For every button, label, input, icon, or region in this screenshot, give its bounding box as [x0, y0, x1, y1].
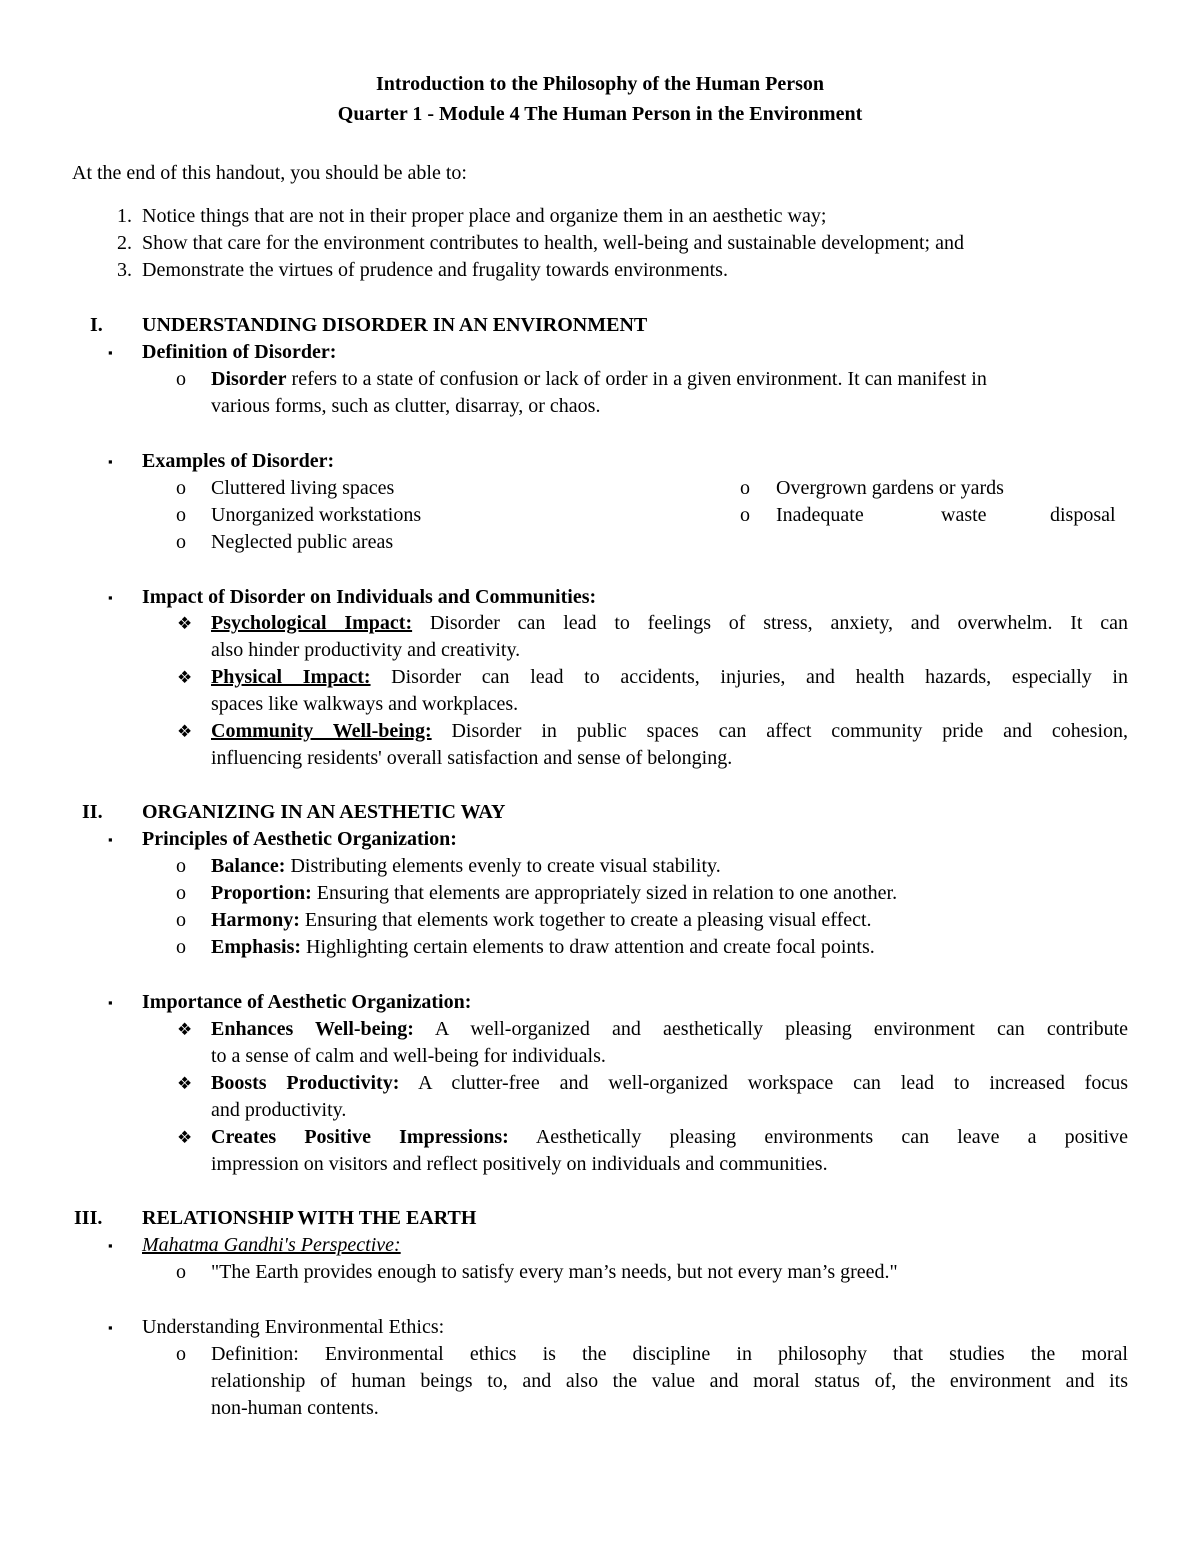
- square-bullet-icon: ▪: [108, 454, 113, 469]
- example-item-word: disposal: [1050, 504, 1116, 526]
- square-bullet-icon: ▪: [108, 832, 113, 847]
- impact-text-cont: also hinder productivity and creativity.: [211, 639, 521, 661]
- impact-body: Disorder in public spaces can affect community pride and cohesion,: [431, 720, 1128, 742]
- definition-body: refers to a state of confusion or lack of order in a given environment. It can manifest in: [286, 368, 987, 390]
- impact-body: Disorder can lead to feelings of stress, anxiety, and overwhelm. It can: [412, 612, 1129, 634]
- definition-text: [211, 366, 987, 393]
- diamond-bullet-icon: ❖: [177, 614, 193, 633]
- section-number: III.: [74, 1207, 103, 1229]
- impact-term: Community Well-being:: [211, 720, 432, 742]
- impact-text: [211, 664, 1128, 691]
- principle-term: Balance:: [211, 855, 286, 877]
- subheading-gandhi: Mahatma Gandhi's Perspective:: [142, 1234, 401, 1256]
- ethics-definition-cont: relationship of human beings to, and also the value and moral status of, the environment and its: [211, 1370, 1128, 1392]
- principle-item: [211, 853, 721, 880]
- square-bullet-icon: ▪: [108, 590, 113, 605]
- impact-text-cont: spaces like walkways and workplaces.: [211, 693, 519, 715]
- diamond-bullet-icon: ❖: [177, 1020, 193, 1039]
- document-title: Introduction to the Philosophy of the Human Person: [375, 73, 824, 95]
- circle-bullet-icon: o: [740, 477, 750, 499]
- circle-bullet-icon: o: [176, 531, 186, 553]
- importance-text: [211, 1070, 1128, 1097]
- square-bullet-icon: ▪: [108, 995, 113, 1010]
- subheading: Examples of Disorder:: [142, 450, 335, 472]
- example-item-word: waste: [941, 504, 987, 526]
- square-bullet-icon: ▪: [108, 1320, 113, 1335]
- section-number: II.: [82, 801, 103, 823]
- impact-body: Disorder can lead to accidents, injuries, and health hazards, especially in: [370, 666, 1128, 688]
- section-heading: ORGANIZING IN AN AESTHETIC WAY: [142, 801, 506, 823]
- principle-item: [211, 880, 897, 907]
- subheading: Principles of Aesthetic Organization:: [142, 828, 457, 850]
- principle-body: Ensuring that elements are appropriately sized in relation to one another.: [311, 882, 898, 904]
- circle-bullet-icon: o: [176, 504, 186, 526]
- ethics-definition: Definition: Environmental ethics is the discipline in philosophy that studies the moral: [211, 1343, 1128, 1365]
- principle-body: Distributing elements evenly to create visual stability.: [285, 855, 721, 877]
- importance-body: A well-organized and aesthetically pleasing environment can contribute: [413, 1018, 1128, 1040]
- objective-number: 2.: [117, 232, 132, 254]
- importance-body: Aesthetically pleasing environments can leave a positive: [508, 1126, 1128, 1148]
- principle-body: Highlighting certain elements to draw attention and create focal points.: [301, 936, 875, 958]
- importance-term: Boosts Productivity:: [211, 1072, 400, 1094]
- example-item: Overgrown gardens or yards: [776, 477, 1004, 499]
- circle-bullet-icon: o: [176, 1343, 186, 1365]
- ethics-definition-cont: non-human contents.: [211, 1397, 379, 1419]
- intro-text: At the end of this handout, you should be able to:: [72, 162, 467, 184]
- circle-bullet-icon: o: [176, 882, 186, 904]
- example-item: Inadequate: [776, 504, 864, 526]
- circle-bullet-icon: o: [176, 909, 186, 931]
- importance-text-cont: to a sense of calm and well-being for individuals.: [211, 1045, 606, 1067]
- circle-bullet-icon: o: [176, 368, 186, 390]
- circle-bullet-icon: o: [176, 855, 186, 877]
- impact-text: [211, 718, 1128, 745]
- definition-term: Disorder: [211, 368, 287, 390]
- importance-text-cont: and productivity.: [211, 1099, 347, 1121]
- circle-bullet-icon: o: [740, 504, 750, 526]
- subheading: Importance of Aesthetic Organization:: [142, 991, 472, 1013]
- principle-term: Emphasis:: [211, 936, 302, 958]
- section-heading: UNDERSTANDING DISORDER IN AN ENVIRONMENT: [142, 314, 648, 336]
- impact-term: Psychological Impact:: [211, 612, 413, 634]
- objective-text: Notice things that are not in their proper place and organize them in an aesthetic way;: [142, 205, 827, 227]
- principle-term: Harmony:: [211, 909, 300, 931]
- principle-body: Ensuring that elements work together to create a pleasing visual effect.: [299, 909, 872, 931]
- impact-text: [211, 610, 1128, 637]
- impact-term: Physical Impact:: [211, 666, 371, 688]
- importance-text: [211, 1124, 1128, 1151]
- importance-body: A clutter-free and well-organized workspace can lead to increased focus: [399, 1072, 1129, 1094]
- example-item: Cluttered living spaces: [211, 477, 395, 499]
- objective-number: 3.: [117, 259, 132, 281]
- subheading-ethics: Understanding Environmental Ethics:: [142, 1316, 445, 1338]
- example-item: Neglected public areas: [211, 531, 394, 553]
- diamond-bullet-icon: ❖: [177, 668, 193, 687]
- circle-bullet-icon: o: [176, 1261, 186, 1283]
- definition-text-cont: various forms, such as clutter, disarray, or chaos.: [211, 395, 601, 417]
- section-number: I.: [90, 314, 103, 336]
- principle-term: Proportion:: [211, 882, 312, 904]
- subheading: Impact of Disorder on Individuals and Communities:: [142, 586, 597, 608]
- diamond-bullet-icon: ❖: [177, 1074, 193, 1093]
- subheading: Definition of Disorder:: [142, 341, 337, 363]
- diamond-bullet-icon: ❖: [177, 1128, 193, 1147]
- gandhi-quote: "The Earth provides enough to satisfy every man’s needs, but not every man’s greed.": [211, 1261, 898, 1283]
- example-item: Unorganized workstations: [211, 504, 422, 526]
- circle-bullet-icon: o: [176, 936, 186, 958]
- diamond-bullet-icon: ❖: [177, 722, 193, 741]
- circle-bullet-icon: o: [176, 477, 186, 499]
- square-bullet-icon: ▪: [108, 345, 113, 360]
- importance-term: Enhances Well-being:: [211, 1018, 414, 1040]
- objective-text: Demonstrate the virtues of prudence and frugality towards environments.: [142, 259, 728, 281]
- square-bullet-icon: ▪: [108, 1238, 113, 1253]
- importance-term: Creates Positive Impressions:: [211, 1126, 509, 1148]
- impact-text-cont: influencing residents' overall satisfaction and sense of belonging.: [211, 747, 733, 769]
- objective-number: 1.: [117, 205, 132, 227]
- objective-text: Show that care for the environment contributes to health, well-being and sustainable development; and: [142, 232, 964, 254]
- importance-text-cont: impression on visitors and reflect positively on individuals and communities.: [211, 1153, 828, 1175]
- principle-item: [211, 907, 872, 934]
- document-subtitle: Quarter 1 - Module 4 The Human Person in the Environment: [337, 103, 863, 125]
- principle-item: [211, 934, 875, 961]
- importance-text: [211, 1016, 1128, 1043]
- section-heading: RELATIONSHIP WITH THE EARTH: [142, 1207, 477, 1229]
